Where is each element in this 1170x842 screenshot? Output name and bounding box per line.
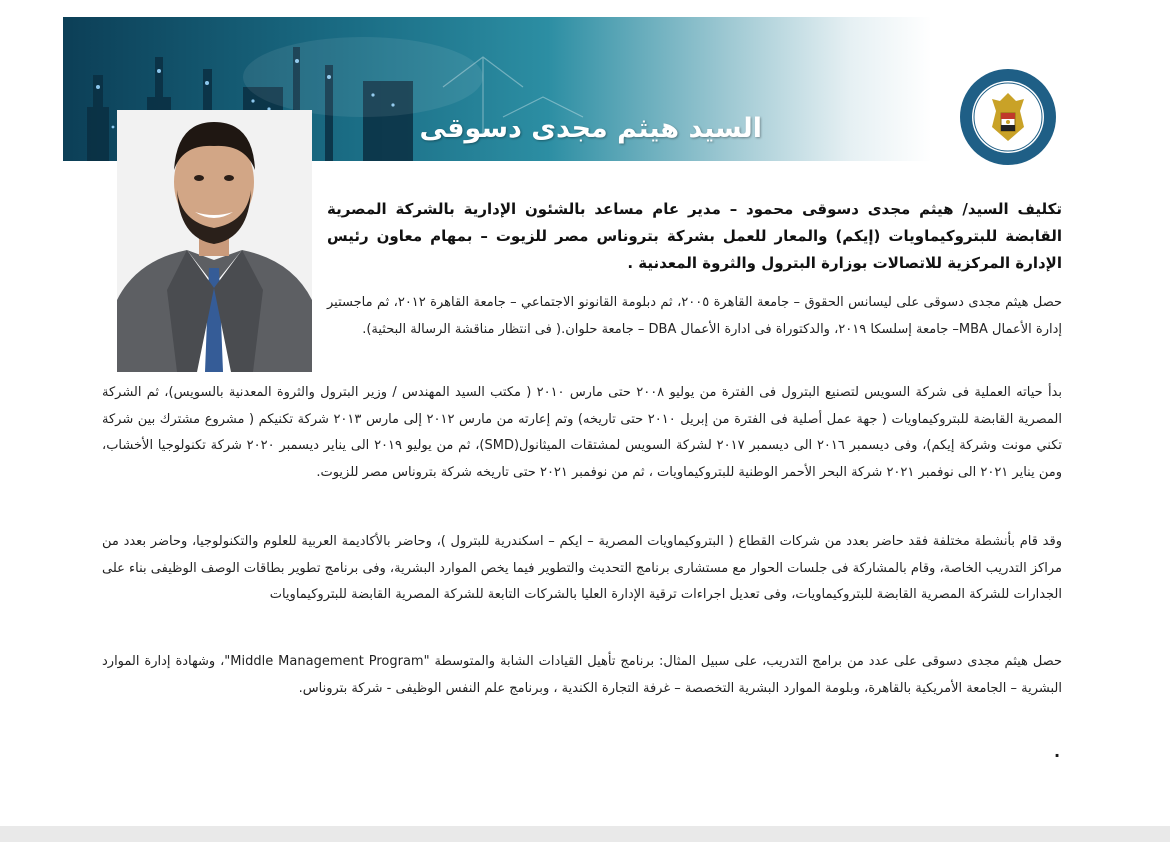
training-paragraph: حصل هيثم مجدى دسوقى على عدد من برامج التدريب، على سبيل المثال: برنامج تأهيل القيادات الشابة والمتوسطة "Middle Management Program"، وشهادة إدارة الموارد البشرية – الجامعة الأمريكية بالقاهرة، وبلومة الموارد البشرية التخصصة – غرفة التجارة الكندية ، وبرنامج علم النفس الوظيفى - شركة بتروناس. <box>102 654 1062 696</box>
trailing-dot: . <box>1054 742 1061 761</box>
ministry-petroleum-emblem-icon <box>958 67 1058 167</box>
page-title: السيد هيثم مجدى دسوقى <box>419 113 762 144</box>
intro-paragraph: تكليف السيد/ هيثم مجدى دسوقى محمود – مدير عام مساعد بالشئون الإدارية بالشركة المصرية القابضة للبتروكيماويات (إيكم) والمعار للعمل بشركة بتروناس مصر للزيوت – بمهام معاون رئيس الإدارة المركزية للاتصالات بوزارة البترول والثروة المعدنية . <box>327 200 1062 272</box>
career-paragraph: بدأ حياته العملية فى شركة السويس لتصنيع البترول فى الفترة من يوليو ٢٠٠٨ حتى مارس ٢٠١٠ ( مكتب السيد المهندس / وزير البترول والثروة المعدنية بالسويس)، ثم الشركة المصرية القابضة للبتروكيماويات ( جهة عمل أصلية فى الفترة من إبريل ٢٠١٠ حتى تاريخه) وتم إعارته من مارس ٢٠١٢ إلى مارس ٢٠١٣ شركة تكنيكم ( مشروع مشترك بين شركة تكني مونت وشركة إيكم)، وفى ديسمبر ٢٠١٦ الى ديسمبر ٢٠١٧ لشركة السويس لمشتقات الميثانول(SMD)، ثم من يوليو ٢٠١٩ الى يناير ديسمبر ٢٠٢٠ شركة تكنولوجيا الأخشاب، ومن يناير ٢٠٢١ الى نوفمبر ٢٠٢١ شركة البحر الأحمر الوطنية للبتروكيماويات ، ثم من نوفمبر ٢٠٢١ حتى تاريخه شركة بتروناس مصر للزيوت. <box>102 385 1063 480</box>
bottom-strip <box>0 826 1170 842</box>
portrait-photo <box>117 110 312 372</box>
activities-paragraph: وقد قام بأنشطة مختلفة فقد حاضر بعدد من شركات القطاع ( البتروكيماويات المصرية – ايكم – اسكندرية للبترول )، وحاضر بالأكاديمة العربية للعلوم والتكنولوجيا، وحاضر بعدد من مراكز التدريب الخاصة، وقام بالمشاركة فى جلسات الحوار مع مستشارى برنامج التحديث والتطوير فيما يخص الموارد البشرية، وفى برنامج تطوير بطاقات الوصف الوظيفى بناء على الجدارات للشركة المصرية القابضة للبتروكيماويات، وفى تعديل اجراءات ترقية الإدارة العليا بالشركات التابعة للشركة المصرية القابضة للبتروكيماويات <box>102 534 1062 602</box>
education-paragraph: حصل هيثم مجدى دسوقى على ليسانس الحقوق – جامعة القاهرة ٢٠٠٥، ثم دبلومة القانونو الاجتماعي – جامعة القاهرة ٢٠١٢، ثم ماجستير إدارة الأعمال MBA– جامعة إسلسكا ٢٠١٩، والدكتوراة فى ادارة الأعمال DBA – جامعة حلوان.( فى انتظار مناقشة الرسالة البحثية). <box>327 295 1062 337</box>
